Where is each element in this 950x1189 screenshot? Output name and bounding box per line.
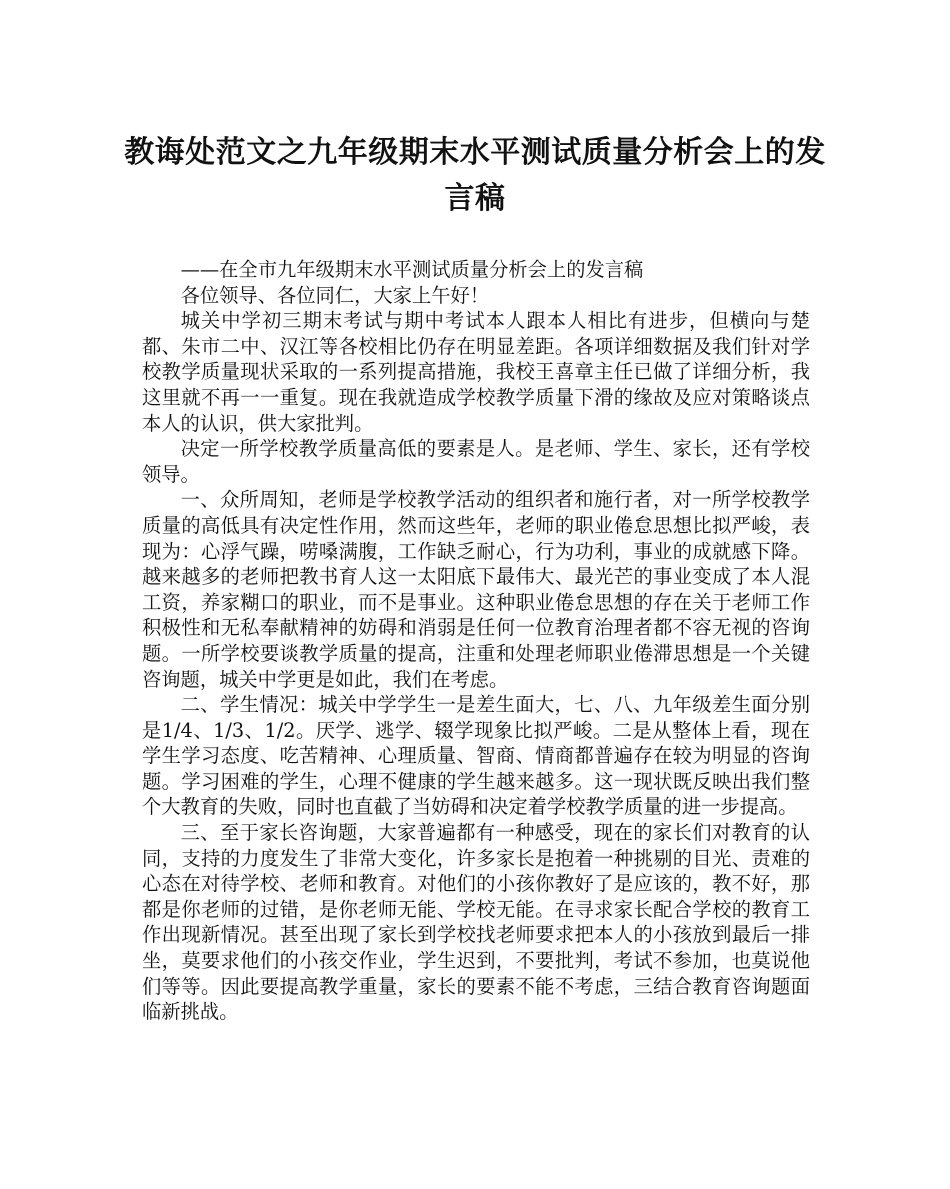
document-title: 教诲处范文之九年级期末水平测试质量分析会上的发言稿 bbox=[124, 135, 826, 216]
body-paragraph: 城关中学初三期末考试与期中考试本人跟本人相比有进步，但横向与楚都、朱市二中、汉江等各校相比仍存在明显差距。各项详细数据及我们针对学校教学质量现状采取的一系列提高措施，我校王喜章主任已做了详细分析，我这里就不再一一重复。现在我就造成学校教学质量下滑的缘故及应对策略谈点本人的认识，供大家批判。 bbox=[142, 309, 810, 435]
subtitle-paragraph: ——在全市九年级期末水平测试质量分析会上的发言稿 bbox=[180, 258, 644, 281]
document-body bbox=[142, 257, 810, 1025]
body-paragraph: 二、学生情况：城关中学学生一是差生面大，七、八、九年级差生面分别是1/4、1/3、1/2。厌学、逃学、辍学现象比拟严峻。二是从整体上看，现在学生学习态度、吃苦精神、心理质量、智商、情商都普遍存在较为明显的咨询题。学习困难的学生，心理不健康的学生越来越多。这一现状既反映出我们整个大教育的失败，同时也直截了当妨碍和决定着学校教学质量的进一步提高。 bbox=[142, 693, 810, 819]
body-paragraph: 三、至于家长咨询题，大家普遍都有一种感受，现在的家长们对教育的认同，支持的力度发生了非常大变化，许多家长是抱着一种挑剔的目光、责难的心态在对待学校、老师和教育。对他们的小孩你教好了是应该的，教不好，那都是你老师的过错，是你老师无能、学校无能。在寻求家长配合学校的教育工作出现新情况。甚至出现了家长到学校找老师要求把本人的小孩放到最后一排坐，莫要求他们的小孩交作业，学生迟到，不要批判，考试不参加，也莫说他们等等。因此要提高教学重量，家长的要素不能不考虑，三结合教育咨询题面临新挑战。 bbox=[142, 821, 810, 1024]
greeting-paragraph: 各位领导、各位同仁，大家上午好！ bbox=[180, 283, 490, 307]
body-paragraph: 一、众所周知，老师是学校教学活动的组织者和施行者，对一所学校教学质量的高低具有决定性作用，然而这些年，老师的职业倦怠思想比拟严峻，表现为：心浮气躁，唠嗓满腹，工作缺乏耐心，行为功利，事业的成就感下降。越来越多的老师把教书育人这一太阳底下最伟大、最光芒的事业变成了本人混工资，养家糊口的职业，而不是事业。这种职业倦怠思想的存在关于老师工作积极性和无私奉献精神的妨碍和消弱是任何一位教育治理者都不容无视的咨询题。一所学校要谈教学质量的提高，注重和处理老师职业倦滞思想是一个关键咨询题，城关中学更是如此，我们在考虑。 bbox=[142, 488, 810, 691]
body-paragraph: 决定一所学校教学质量高低的要素是人。是老师、学生、家长，还有学校领导。 bbox=[142, 437, 810, 486]
